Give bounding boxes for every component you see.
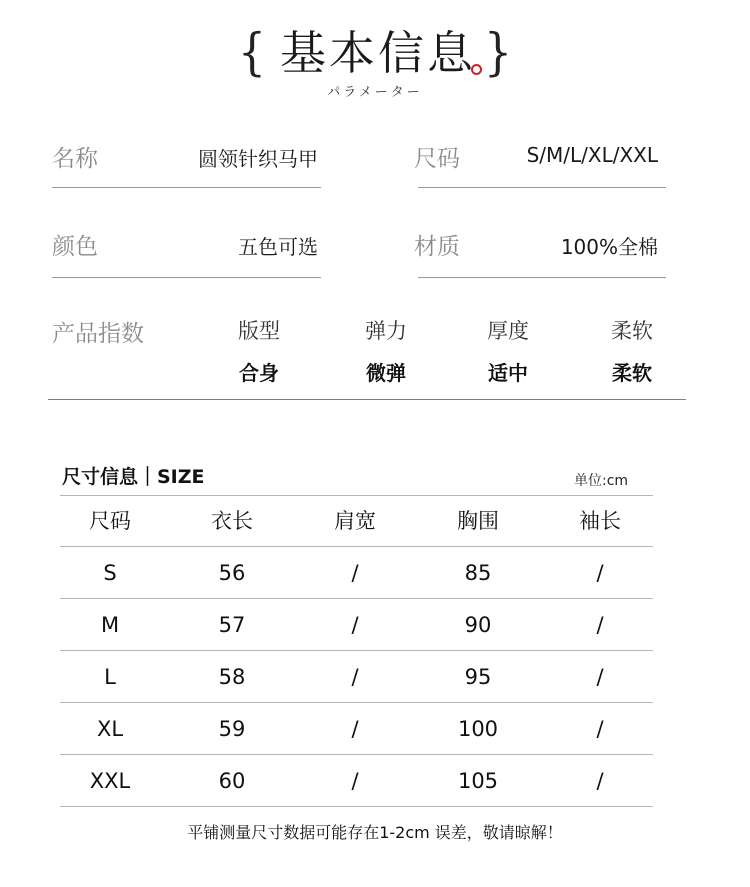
divider: [52, 187, 321, 188]
index-label: 产品指数: [52, 321, 144, 347]
table-cell: 60: [218, 769, 246, 793]
table-cell: /: [596, 613, 604, 637]
table-cell: 90: [464, 613, 492, 637]
color-value: 五色可选: [238, 235, 318, 259]
divider: [418, 277, 666, 278]
index-name-fit: 版型: [238, 319, 280, 343]
table-cell: 100: [457, 717, 499, 741]
header-shoulder: 肩宽: [334, 509, 376, 533]
table-row: [60, 755, 653, 807]
table-cell: /: [596, 769, 604, 793]
table-row: [60, 651, 653, 703]
header-length: 衣长: [211, 509, 253, 533]
size-table-title: 尺寸信息｜SIZE: [62, 466, 205, 488]
title-row: [238, 23, 512, 83]
name-label: 名称: [52, 146, 98, 172]
index-name-softness: 柔软: [611, 319, 653, 343]
red-circle-icon: [471, 64, 482, 75]
measurement-note: 平铺测量尺寸数据可能存在1-2cm 误差，敬请晾解！: [187, 823, 563, 842]
table-cell: L: [104, 665, 116, 689]
page-title: [280, 28, 476, 79]
page-subtitle: パラメーター: [327, 84, 423, 100]
table-cell: /: [351, 769, 359, 793]
table-cell: /: [351, 717, 359, 741]
table-cell: 59: [218, 717, 246, 741]
table-cell: /: [351, 561, 359, 585]
table-cell: 95: [464, 665, 492, 689]
table-cell: 58: [218, 665, 246, 689]
table-row: [60, 547, 653, 599]
table-cell: 57: [218, 613, 246, 637]
page-header: [0, 23, 750, 100]
index-name-thickness: 厚度: [487, 319, 529, 343]
table-cell: /: [351, 613, 359, 637]
size-label: 尺码: [414, 146, 460, 172]
material-label: 材质: [414, 234, 460, 260]
unit-label: 单位:cm: [574, 473, 629, 489]
table-cell: XL: [96, 717, 124, 741]
table-row: [60, 703, 653, 755]
table-cell: M: [100, 613, 120, 637]
header-sleeve: 袖长: [579, 509, 621, 533]
index-name-elasticity: 弹力: [365, 319, 407, 343]
table-cell: 56: [218, 561, 246, 585]
table-cell: /: [351, 665, 359, 689]
color-label: 颜色: [52, 234, 98, 260]
table-cell: 105: [457, 769, 499, 793]
header-chest: 胸围: [457, 509, 499, 533]
page-title-text: 基本信息: [280, 26, 476, 80]
size-value: S/M/L/XL/XXL: [526, 143, 658, 167]
table-cell: S: [103, 561, 117, 585]
index-value-softness: 柔软: [612, 361, 652, 385]
right-brace: }: [484, 23, 512, 83]
divider: [418, 187, 666, 188]
material-value: 100%全棉: [560, 235, 658, 259]
index-value-thickness: 适中: [488, 361, 528, 385]
divider: [52, 277, 321, 278]
header-size: 尺码: [89, 509, 131, 533]
index-value-fit: 合身: [239, 361, 279, 385]
index-value-elasticity: 微弹: [366, 361, 406, 385]
table-row: [60, 599, 653, 651]
table-cell: /: [596, 665, 604, 689]
table-header-row: [60, 495, 653, 547]
name-value: 圆领针织马甲: [198, 147, 318, 171]
table-cell: XXL: [89, 769, 131, 793]
table-cell: /: [596, 561, 604, 585]
table-cell: /: [596, 717, 604, 741]
table-cell: 85: [464, 561, 492, 585]
left-brace: {: [238, 23, 266, 83]
divider: [48, 399, 686, 400]
